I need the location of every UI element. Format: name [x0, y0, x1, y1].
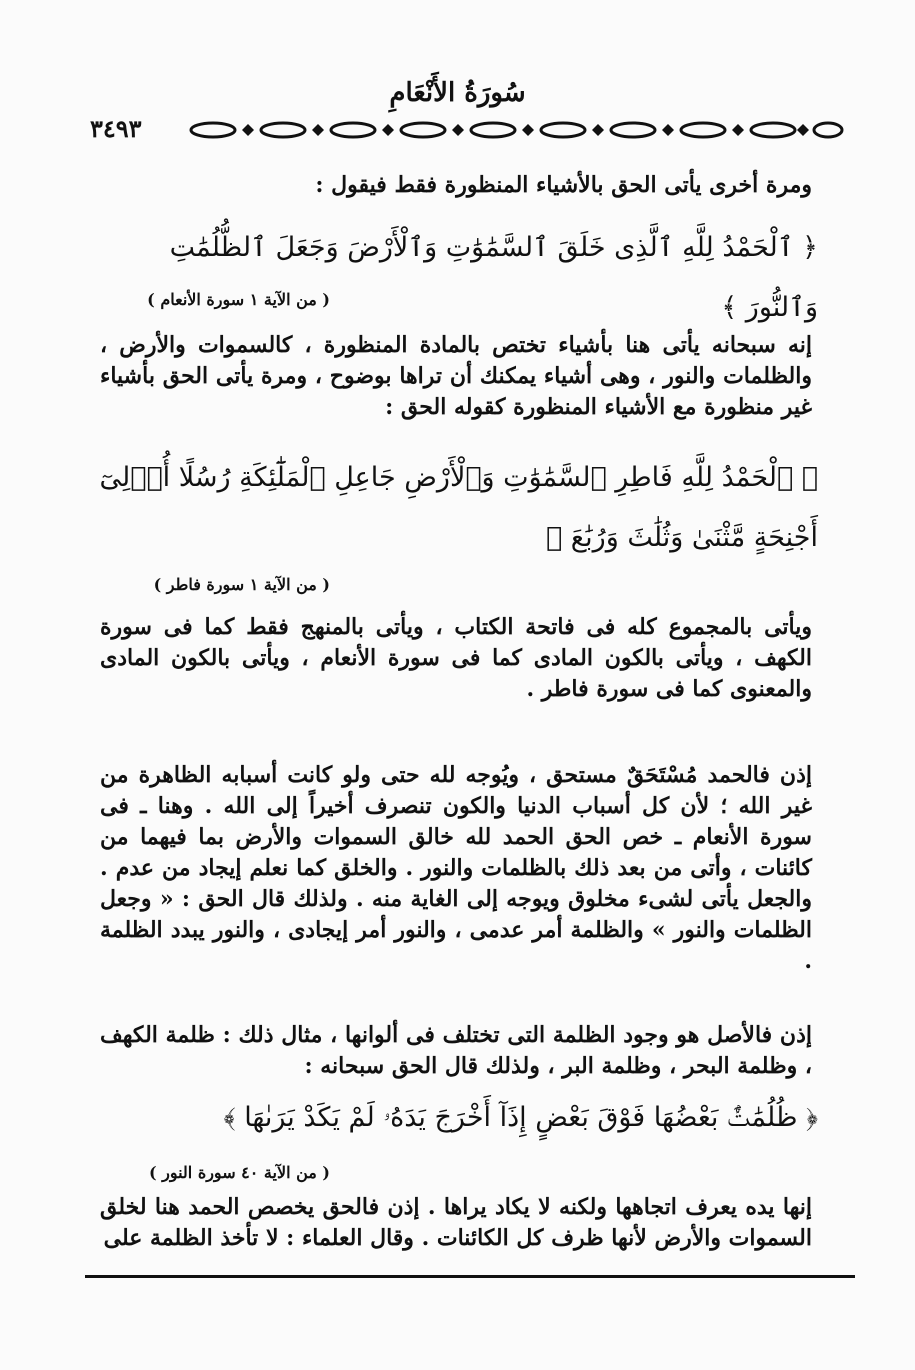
verse-reference-1: ( من الآية ١ سورة الأنعام ) — [147, 290, 330, 309]
bottom-divider — [85, 1275, 855, 1278]
page-number: ٣٤٩٣ — [86, 114, 146, 143]
decorative-chain-border — [78, 118, 848, 142]
paragraph-2: إنه سبحانه يأتى هنا بأشياء تختص بالمادة المنظورة ، كالسموات والأرض ، والظلمات والنور ، وهى أشياء يمكنك أن تراها بوضوح ، ومرة يأتى الحق بأشياء غير منظورة مع الأشياء المنظورة كقوله الحق : — [100, 332, 812, 420]
verse-reference-2: ( من الآية ١ سورة فاطر ) — [153, 575, 330, 594]
verse-reference-3: ( من الآية ٤٠ سورة النور ) — [148, 1163, 330, 1182]
quran-verse-2: ﴿ ٱلْحَمْدُ لِلَّهِ فَاطِرِ ٱلسَّمَٰوَٰتِ وَٱلْأَرْضِ جَاعِلِ ٱلْمَلَٰٓئِكَةِ رُسُلًا أُو۟لِىٓ أَجْنِحَةٍ مَّثْنَىٰ وَثُلَٰثَ وَرُبَٰعَ ﴾ — [99, 462, 818, 553]
paragraph-4: إذن فالحمد مُسْتَحَقٌ مستحق ، ويُوجه لله حتى ولو كانت أسبابه الظاهرة من غير الله ؛ لأن كل أسباب الدنيا والكون تنصرف أخيراً إلى الله . وهنا ـ فى سورة الأنعام ـ خص الحق الحمد لله خالق السموات والأرض بما فيهما من كائنات ، وأتى من بعد ذلك بالظلمات والنور . والخلق كما نعلم إيجاد من عدم . والجعل يأتى لشىء مخلوق ويوجه إلى الغاية منه . ولذلك قال الحق : « وجعل الظلمات والنور » والظلمة أمر عدمى ، والنور أمر إيجادى ، والنور يبدد الظلمة . — [100, 762, 812, 974]
paragraph-5: إذن فالأصل هو وجود الظلمة التى تختلف فى ألوانها ، مثال ذلك : ظلمة الكهف ، وظلمة البحر ، وظلمة البر ، ولذلك قال الحق سبحانه : — [100, 1022, 812, 1079]
paragraph-6: إنها يده يعرف اتجاهها ولكنه لا يكاد يراها . إذن فالحق يخصص الحمد هنا لخلق السموات والأرض لأنها ظرف كل الكائنات . وقال العلماء : لا تأخذ الظلمة على — [100, 1194, 812, 1251]
surah-title: سُورَةُ الأَنْعَامِ — [389, 78, 526, 108]
quran-verse-1: ﴿ ٱلْحَمْدُ لِلَّهِ ٱلَّذِى خَلَقَ ٱلسَّمَٰوَٰتِ وَٱلْأَرْضَ وَجَعَلَ ٱلظُّلُمَٰتِ وَٱلنُّورَ ﴾ — [169, 232, 818, 323]
quran-verse-3: ﴿ ظُلُمَٰتٌۢ بَعْضُهَا فَوْقَ بَعْضٍ إِذَآ أَخْرَجَ يَدَهُۥ لَمْ يَكَدْ يَرَىٰهَا ﴾ — [223, 1102, 818, 1133]
paragraph-3: ويأتى بالمجموع كله فى فاتحة الكتاب ، ويأتى بالمنهج فقط كما فى سورة الكهف ، ويأتى بالكون المادى كما فى سورة الأنعام ، ويأتى بالكون المادى والمعنوى كما فى سورة فاطر . — [100, 614, 812, 702]
paragraph-1: ومرة أخرى يأتى الحق بالأشياء المنظورة فقط فيقول : — [315, 172, 812, 198]
